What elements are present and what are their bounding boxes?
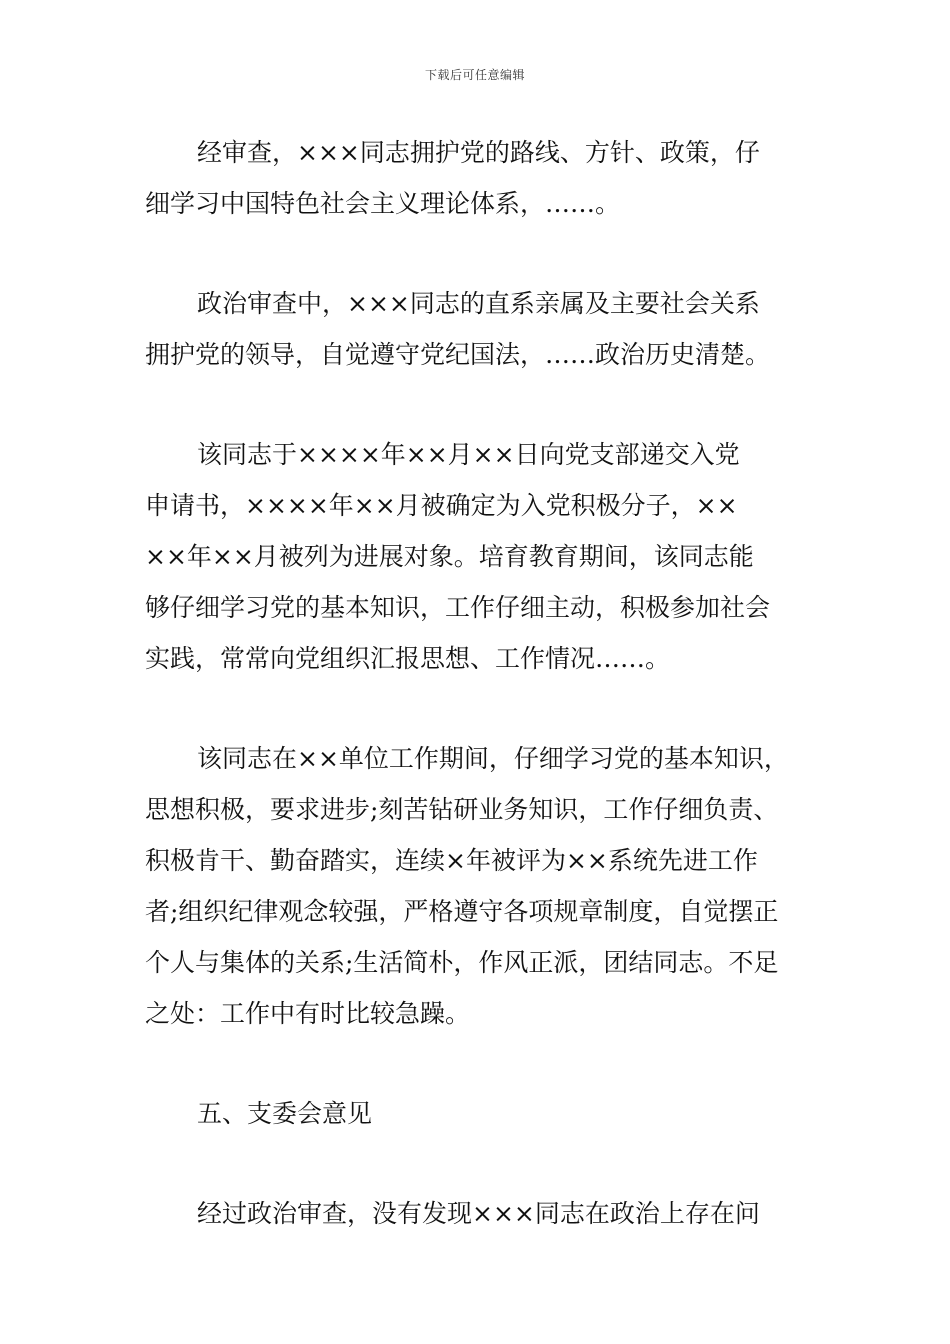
- text-line: ××年××月被列为进展对象。培育教育期间，该同志能: [145, 542, 754, 571]
- document-body: [145, 127, 820, 1288]
- text-line: 经审查，×××同志拥护党的路线、方针、政策，仔: [197, 138, 760, 167]
- text-line: 该同志于××××年××月××日向党支部递交入党: [197, 440, 740, 469]
- text-line: 该同志在××单位工作期间，仔细学习党的基本知识，: [197, 744, 789, 773]
- text-line: 经过政治审查，没有发现×××同志在政治上存在问: [197, 1199, 760, 1228]
- text-line: 细学习中国特色社会主义理论体系，……。: [145, 189, 621, 218]
- section-heading: [145, 1088, 820, 1139]
- text-line: 拥护党的领导，自觉遵守党纪国法，……政治历史清楚。: [145, 340, 771, 369]
- text-line: 者;组织纪律观念较强，严格遵守各项规章制度，自觉摆正: [145, 897, 779, 926]
- text-line: 申请书，××××年××月被确定为入党积极分子，××: [145, 491, 738, 520]
- text-line: 够仔细学习党的基本知识，工作仔细主动，积极参加社会: [145, 593, 771, 622]
- paragraph-work-performance: [145, 733, 820, 1039]
- text-line: 实践，常常向党组织汇报思想、工作情况……。: [145, 644, 671, 673]
- paragraph-political-review: [145, 278, 820, 380]
- text-line: 政治审查中，×××同志的直系亲属及主要社会关系: [197, 289, 760, 318]
- paragraph-review-summary: [145, 127, 820, 229]
- text-line: 之处：工作中有时比较急躁。: [145, 999, 471, 1028]
- text-line: 个人与集体的关系;生活简朴，作风正派，团结同志。不足: [145, 948, 779, 977]
- heading-text: 五、支委会意见: [197, 1099, 373, 1128]
- text-line: 思想积极，要求进步;刻苦钻研业务知识，工作仔细负责、: [145, 795, 779, 824]
- paragraph-committee-opinion: [145, 1188, 820, 1239]
- text-line: 积极肯干、勤奋踏实，连续×年被评为××系统先进工作: [145, 846, 758, 875]
- page-header: 下载后可任意编辑: [424, 68, 525, 82]
- paragraph-application-history: [145, 429, 820, 684]
